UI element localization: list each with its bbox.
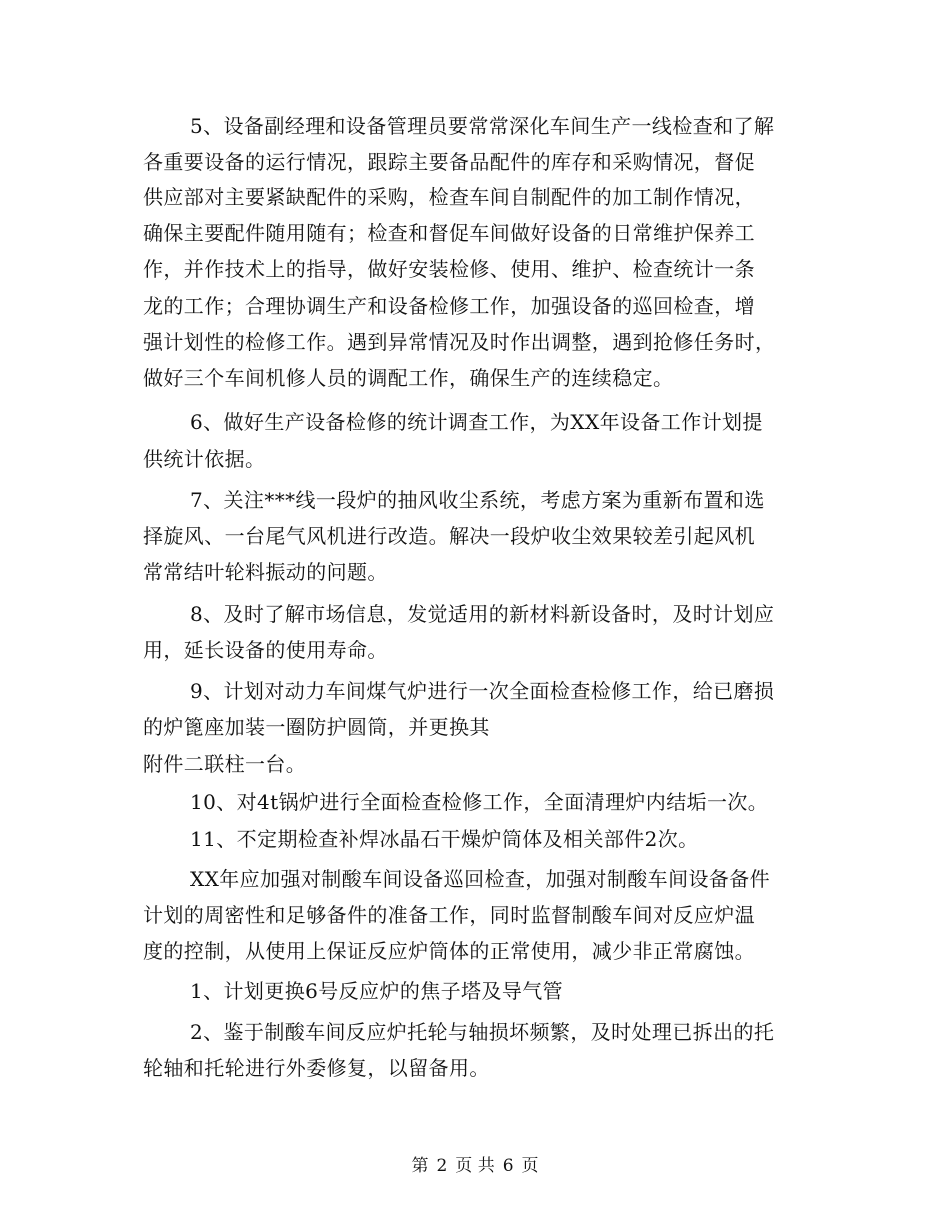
footer-current-page: 2 xyxy=(436,1156,448,1176)
footer-middle: 页 共 xyxy=(455,1156,495,1176)
paragraph-5-line-4: 确保主要配件随用随有；检查和督促车间做好设备的日常维护保养工 xyxy=(143,221,755,245)
paragraph-6-line-1: 6、做好生产设备检修的统计调查工作，为XX年设备工作计划提 xyxy=(190,410,763,434)
paragraph-10: 10、对4t锅炉进行全面检查检修工作，全面清理炉内结垢一次。 xyxy=(190,790,769,814)
paragraph-8-line-2: 用，延长设备的使用寿命。 xyxy=(143,638,388,662)
paragraph-item-1: 1、计划更换6号反应炉的焦子塔及导气管 xyxy=(190,979,564,1003)
paragraph-9-line-1: 9、计划对动力车间煤气炉进行一次全面检查检修工作，给已磨损 xyxy=(190,679,775,703)
paragraph-item-2-line-1: 2、鉴于制酸车间反应炉托轮与轴损坏频繁，及时处理已拆出的托 xyxy=(190,1020,775,1044)
footer-suffix: 页 xyxy=(521,1156,539,1176)
paragraph-7-line-1: 7、关注***线一段炉的抽风收尘系统，考虑方案为重新布置和选 xyxy=(190,488,765,512)
footer-prefix: 第 xyxy=(411,1156,429,1176)
paragraph-7-line-3: 常常结叶轮料振动的问题。 xyxy=(143,560,388,584)
paragraph-5-line-1: 5、设备副经理和设备管理员要常常深化车间生产一线检查和了解 xyxy=(190,114,775,138)
paragraph-7-line-2: 择旋风、一台尾气风机进行改造。解决一段炉收尘效果较差引起风机 xyxy=(143,524,755,548)
paragraph-5-line-6: 龙的工作；合理协调生产和设备检修工作，加强设备的巡回检查，增 xyxy=(143,294,755,318)
page-footer xyxy=(0,1154,950,1178)
paragraph-6-line-2: 供统计依据。 xyxy=(143,447,266,471)
paragraph-5-line-5: 作，并作技术上的指导，做好安装检修、使用、维护、检查统计一条 xyxy=(143,257,755,281)
paragraph-xx-line-1: XX年应加强对制酸车间设备巡回检查，加强对制酸车间设备备件 xyxy=(190,867,771,891)
paragraph-11: 11、不定期检查补焊冰晶石干燥炉筒体及相关部件2次。 xyxy=(190,827,699,851)
paragraph-xx-line-2: 计划的周密性和足够备件的准备工作，同时监督制酸车间对反应炉温 xyxy=(143,903,755,927)
footer-total-pages: 6 xyxy=(502,1156,514,1176)
paragraph-9-line-2: 的炉篦座加装一圈防护圆筒，并更换其 xyxy=(143,715,490,739)
paragraph-9-line-3: 附件二联柱一台。 xyxy=(143,752,307,776)
paragraph-5-line-8: 做好三个车间机修人员的调配工作，确保生产的连续稳定。 xyxy=(143,366,674,390)
paragraph-5-line-7: 强计划性的检修工作。遇到异常情况及时作出调整，遇到抢修任务时， xyxy=(143,330,776,354)
paragraph-8-line-1: 8、及时了解市场信息，发觉适用的新材料新设备时，及时计划应 xyxy=(190,602,775,626)
paragraph-5-line-2: 各重要设备的运行情况，跟踪主要备品配件的库存和采购情况，督促 xyxy=(143,150,755,174)
paragraph-item-2-line-2: 轮轴和托轮进行外委修复，以留备用。 xyxy=(143,1056,490,1080)
paragraph-5-line-3: 供应部对主要紧缺配件的采购，检查车间自制配件的加工制作情况， xyxy=(143,185,755,209)
paragraph-xx-line-3: 度的控制，从使用上保证反应炉筒体的正常使用，减少非正常腐蚀。 xyxy=(143,939,755,963)
